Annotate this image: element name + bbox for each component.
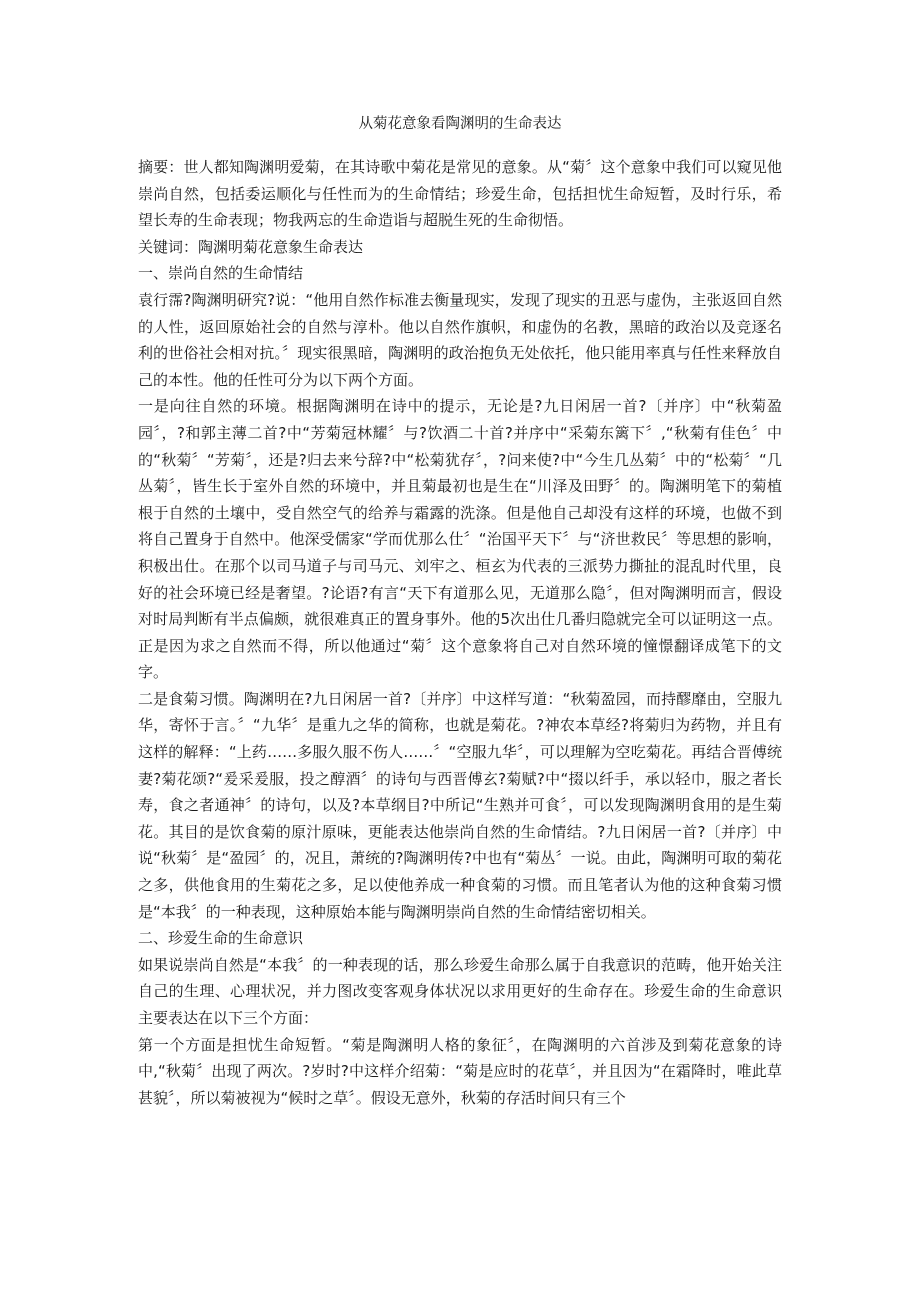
section-heading-2: 二、珍爱生命的生命意识: [138, 929, 304, 948]
keywords-line: 关键词：陶渊明菊花意象生命表达: [138, 237, 364, 256]
body-paragraph: 一是向往自然的环境。根据陶渊明在诗中的提示，无论是?九日闲居一首?〔并序〕中“秋菊盈园〞，?和郭主薄二首?中“芳菊冠林耀〞与?饮酒二十首?并序中“采菊东篱下〞,“秋菊有佳色〞中的“秋菊〞“芳菊〞，还是?归去来兮辞?中“松菊犹存〞，?问来使?中“今生几丛菊〞中的“松菊〞“几丛菊〞，皆生长于室外自然的环境中，并且菊最初也是生在“川泽及田野〞的。陶渊明笔下的菊植根于自然的土壤中，受自然空气的给养与霜露的洗涤。但是他自己却没有这样的环境，也做不到将自己置身于自然中。他深受儒家“学而优那么仕〞“治国平天下〞与“济世救民〞等思想的影响，积极出仕。在那个以司马道子与司马元、刘牢之、桓玄为代表的三派势力撕扯的混乱时代里，良好的社会环境已经是奢望。?论语?有言“天下有道那么见，无道那么隐〞，但对陶渊明而言，假设对时局判断有半点偏颇，就很难真正的置身事外。他的5次出仕几番归隐就完全可以证明这一点。正是因为求之自然而不得，所以他通过“菊〞这个意象将自己对自然环境的憧憬翻译成笔下的文字。: [138, 397, 782, 682]
body-paragraph: 二是食菊习惯。陶渊明在?九日闲居一首?〔并序〕中这样写道：“秋菊盈园，而持醪靡由，空服九华，寄怀于言。〞“九华〞是重九之华的简称，也就是菊花。?神农本草经?将菊归为药物，并且有这样的解释：“上药……多服久服不伤人……〞“空服九华〞，可以理解为空吃菊花。再结合晋傅统妻?菊花颂?“爰采爰服，投之醇酒〞的诗句与西晋傅玄?菊赋?中“掇以纤手，承以轻巾，服之者长寿，食之者通神〞的诗句，以及?本草纲目?中所记“生熟并可食〞，可以发现陶渊明食用的是生菊花。其目的是饮食菊的原汁原味，更能表达他崇尚自然的生命情结。?九日闲居一首?〔并序〕中说“秋菊〞是“盈园〞的，况且，萧统的?陶渊明传?中也有“菊丛〞一说。由此，陶渊明可取的菊花之多，供他食用的生菊花之多，足以使他养成一种食菊的习惯。而且笔者认为他的这种食菊习惯是“本我〞的一种表现，这种原始本能与陶渊明崇尚自然的生命情结密切相关。: [138, 689, 782, 921]
body-paragraph: 如果说崇尚自然是“本我〞的一种表现的话，那么珍爱生命那么属于自我意识的范畴，他开始关注自己的生理、心理状况，并力图改变客观身体状况以求用更好的生命存在。珍爱生命的生命意识主要表达在以下三个方面：: [138, 955, 782, 1027]
abstract-paragraph: 摘要：世人都知陶渊明爱菊，在其诗歌中菊花是常见的意象。从“菊〞这个意象中我们可以窥见他崇尚自然，包括委运顺化与任性而为的生命情结；珍爱生命，包括担忧生命短暂，及时行乐，希望长寿的生命表现；物我两忘的生命造诣与超脱生死的生命彻悟。: [138, 158, 782, 230]
body-paragraph: 袁行霈?陶渊明研究?说：“他用自然作标准去衡量现实，发现了现实的丑恶与虚伪，主张返回自然的人性，返回原始社会的自然与淳朴。他以自然作旗帜，和虚伪的名教，黑暗的政治以及竞逐名利的世俗社会相对抗。〞现实很黑暗，陶渊明的政治抱负无处依托，他只能用率真与任性来释放自己的本性。他的任性可分为以下两个方面。: [138, 290, 782, 389]
section-heading-1: 一、崇尚自然的生命情结: [138, 264, 304, 283]
document-title: 从菊花意象看陶渊明的生命表达: [358, 116, 562, 132]
body-paragraph: 第一个方面是担忧生命短暂。“菊是陶渊明人格的象征〞，在陶渊明的六首涉及到菊花意象的诗中,“秋菊〞出现了两次。?岁时?中这样介绍菊：“菊是应时的花草〞，并且因为“在霜降时，唯此草甚貌〞，所以菊被视为“候时之草〞。假设无意外，秋菊的存活时间只有三个: [138, 1035, 782, 1107]
document-body: [138, 154, 782, 1111]
